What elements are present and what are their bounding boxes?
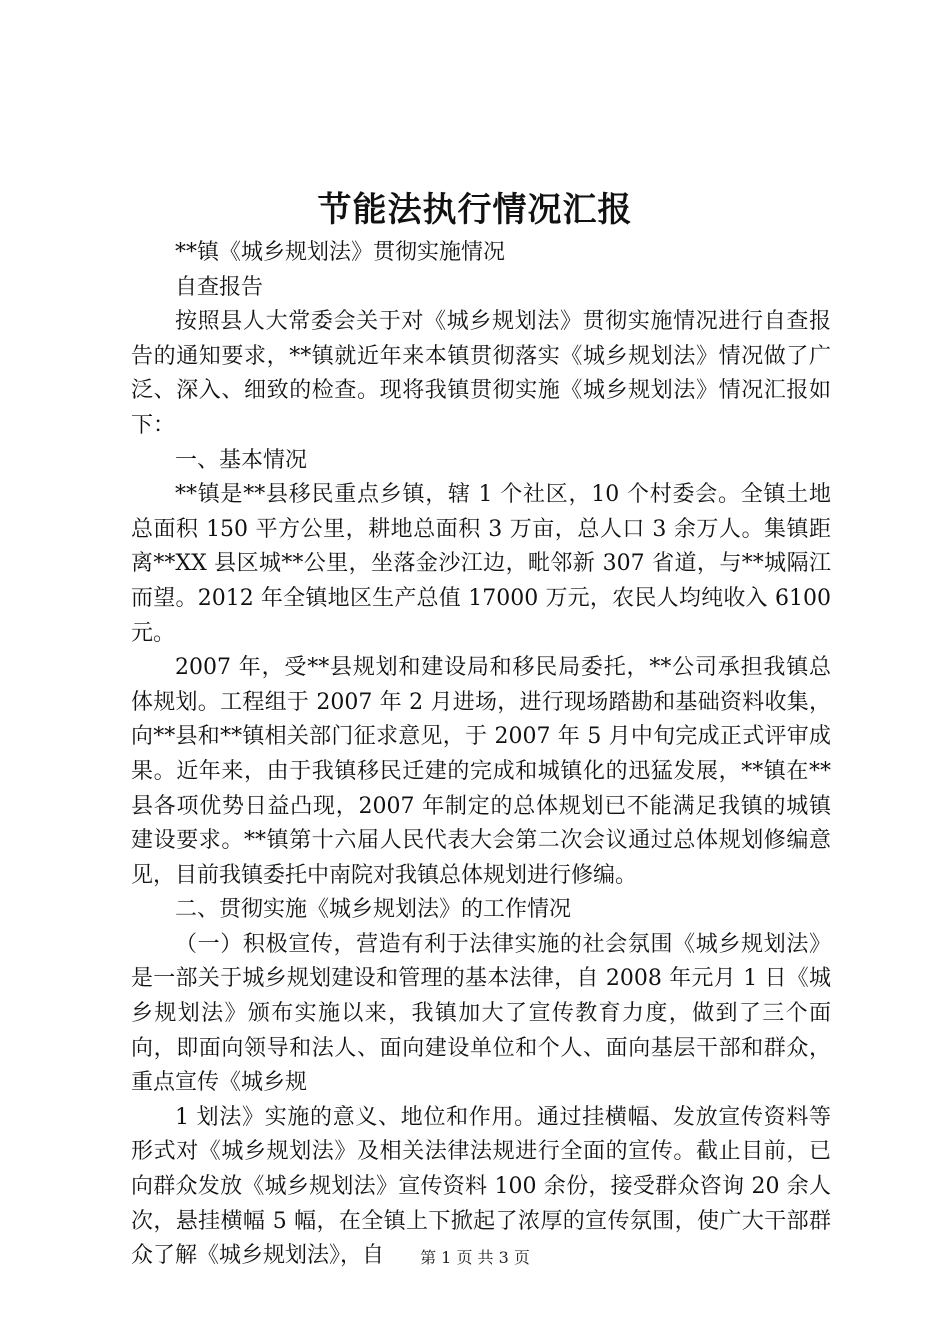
section-heading-basic-situation: 一、基本情况	[175, 447, 308, 473]
planning-history-paragraph: 2007 年，受**县规划和建设局和移民局委托，**公司承担我镇总体规划。工程组于 2007 年 2 月进场，进行现场踏勘和基础资料收集，向**县和**镇相关部门征求意见，于 2007 年 5 月中旬完成正式评审成果。近年来，由于我镇移民迁建的完成和城镇化的迅猛发展，**镇在**县各项优势日益凸现，2007 年制定的总体规划已不能满足我镇的城镇建设要求。**镇第十六届人民代表大会第二次会议通过总体规划修编意见，目前我镇委托中南院对我镇总体规划进行修编。	[131, 655, 831, 888]
intro-paragraph: 按照县人大常委会关于对《城乡规划法》贯彻实施情况进行自查报告的通知要求，**镇就近年来本镇贯彻落实《城乡规划法》情况做了广泛、深入、细致的检查。现将我镇贯彻实施《城乡规划法》情况汇报如下：	[131, 309, 831, 438]
document-body	[131, 236, 831, 1274]
report-subtitle-line-1: **镇《城乡规划法》贯彻实施情况	[175, 240, 506, 265]
report-subtitle-line-2: 自查报告	[175, 274, 264, 300]
page-footer: 第 1 页 共 3 页	[420, 1248, 530, 1267]
basic-situation-paragraph: **镇是**县移民重点乡镇，辖 1 个社区，10 个村委会。全镇土地总面积 150 平方公里，耕地总面积 3 万亩，总人口 3 余万人。集镇距离**XX 县区城**公里，坐落金沙江边，毗邻新 307 省道，与**城隔江而望。2012 年全镇地区生产总值 17000 万元，农民人均纯收入 6100 元。	[131, 482, 831, 646]
publicity-continued-paragraph: 1 划法》实施的意义、地位和作用。通过挂横幅、发放宣传资料等形式对《城乡规划法》及相关法律法规进行全面的宣传。截止目前，已向群众发放《城乡规划法》宣传资料 100 余份，接受群众咨询 20 余人次，悬挂横幅 5 幅，在全镇上下掀起了浓厚的宣传氛围，使广大干部群众了解《城乡规划法》，自	[131, 1104, 831, 1269]
section-heading-implementation: 二、贯彻实施《城乡规划法》的工作情况	[175, 897, 572, 923]
document-title: 节能法执行情况汇报	[317, 190, 633, 230]
publicity-paragraph: （一）积极宣传，营造有利于法律实施的社会氛围《城乡规划法》是一部关于城乡规划建设和管理的基本法律，自 2008 年元月 1 日《城乡规划法》颁布实施以来，我镇加大了宣传教育力度，做到了三个面向，即面向领导和法人、面向建设单位和个人、面向基层干部和群众，重点宣传《城乡规	[131, 931, 831, 1096]
